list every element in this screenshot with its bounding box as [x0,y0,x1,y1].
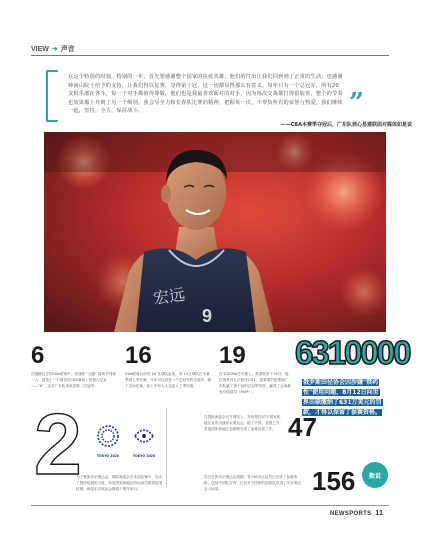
stat-number-156: 156 [312,466,356,496]
stat-number-16: 16 [125,342,152,369]
olympic-label: TOKYO 2020 [96,454,120,458]
stat-caption-19: 在本届CBA总决赛上，易建联拿下19分，他在赛季内几次取得1对1，更重要的是帮助广东队赢下第十冠的总冠军奖杯，赢得了全场最有价值球员（MVP）。 [219,372,291,394]
quote-attribution: ——CBA本赛季夺冠后，广东队核心易建联面对媒体如是说 [280,122,412,128]
stat-caption-16: CBA联赛目前有 16 支球队参加，有 10支球队在本赛季进入季后赛，今年可以说是一个总冠军的夺冠年，除了这场比赛，前十中有七人也进入了季后赛。 [125,372,212,388]
magazine-name: NEWSPORTS [330,511,372,517]
close-quote-icon: ” [349,88,364,118]
player-photo [44,132,386,332]
page-number: 11 [375,510,384,517]
svg-text:9: 9 [202,306,213,326]
stat-caption-2: 为了筹备东京奥运会，国际奥委会在本届比赛中，加大了禁药检测的力度，所有国家和地区的运动员都将接受检测，两届东京奥运会都将于明年举行。 [76,475,163,491]
stat-number-2-outline [34,397,82,493]
stat-caption-47: 在国际奥委会官方网站上，共有超过47个国家和地区宣布出战东京奥运会，除了中国、美国之外，其他国家和地区也相继完成了参赛选拔工作。 [204,415,284,431]
stat-caption-6310000: 俄罗斯田径协会因涉嫌"禁药性"使用问题，8月12日向世界田联缴纳了631万美元的罚款，才得以保留了参赛资格。 [303,379,382,416]
paralympic-label: TOKYO 2020 [132,454,156,458]
svg-text:宏远: 宏远 [151,284,187,308]
footer-rule [31,505,389,506]
quote-block [46,70,368,122]
stat-number-19: 19 [219,342,246,369]
quote-bracket [46,70,58,122]
column-divider [166,408,167,488]
quote-text: 在这个特别的时刻，特别的一年，首先要感谢整个国家的抗疫英雄，他们的付出让我们回到到了正常的生活；也感谢钟南山院士给予的支持，让我们得以复赛，夺得第十冠，这一切都显得那么有意义。每年只有一个总冠军，所有20支俱乐部在各斗，每一个对手都值得尊敬，他们也是我最喜欢面对的对手，因为每次交战都打得很胶着，整个的节奏也效果都上升到了另一个级别，我会尽全力和长春队比赛的精神，把握每一次，不辜负所有的荣誉与热爱，我们继续一起，坚持，全力，保持战斗。 [68,74,343,115]
arrow-icon: ➔ [51,46,58,53]
tokyo-olympic-emblem [94,424,122,458]
stat-caption-156: 在过去的东京奥运会周期，有156名运动员已完成了参赛资格，包括中国队在内，已有多个国家的国家队获得了东京奥运会入场券。 [204,475,302,491]
stat-number-47: 47 [288,412,317,442]
svg-text:2: 2 [34,397,82,493]
paralympic-emblem-icon [132,424,156,448]
stat-number-6310000: 6310000 [295,334,410,371]
section-title-cn: 声音 [60,46,75,53]
section-header [31,44,75,54]
olympic-emblem-icon [96,424,120,448]
stat-number-6: 6 [31,342,45,369]
section-title-en: VIEW [31,45,49,53]
data-talk-badge: 数说 [362,462,388,488]
header-rule [31,55,389,56]
page-folio [330,510,383,517]
stat-caption-6: 在刚刚过去的CBA联赛中，易建联 "大腿" 周琦并列第一人，创造了一个球员在CBA赛场上的惊人纪录——"6"，这对广东队来说是第二次冠军。 [31,372,116,388]
tokyo-paralympic-emblem [130,424,158,458]
